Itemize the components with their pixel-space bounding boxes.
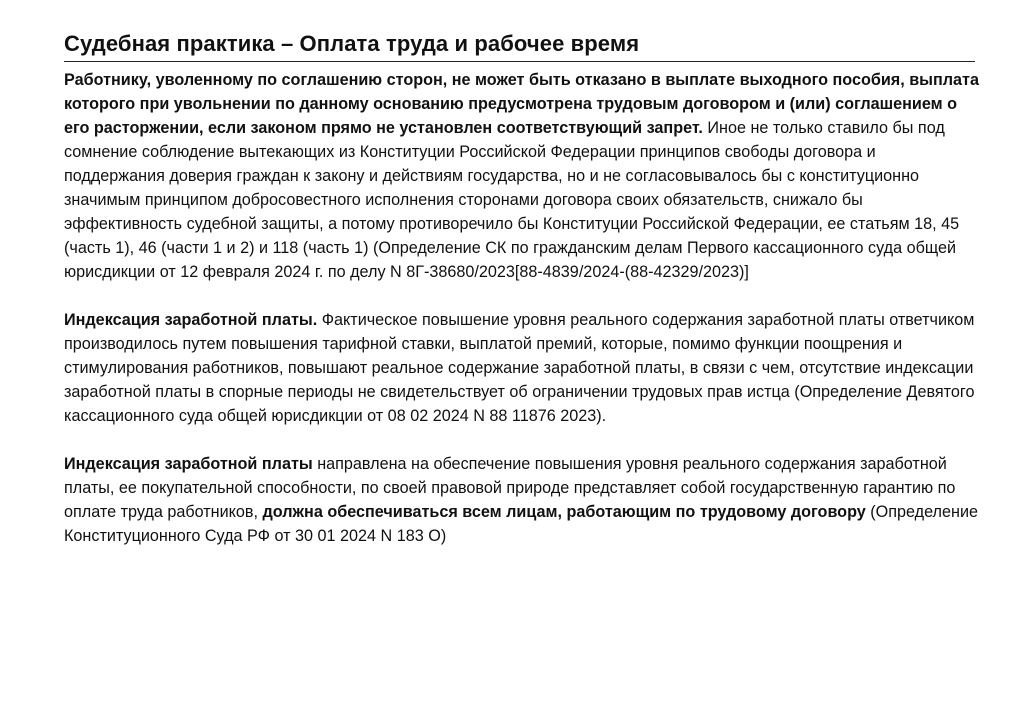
paragraph-salary-indexation-2-lead: Индексация заработной платы — [64, 455, 313, 473]
title-divider — [64, 61, 975, 62]
paragraph-salary-indexation-2-emphasis: должна обеспечиваться всем лицам, работающим по трудовому договору — [262, 503, 866, 521]
paragraph-severance-pay-text: Иное не только ставило бы под сомнение соблюдение вытекающих из Конституции Российской Федерации принципов свободы договора и поддержания доверия граждан к закону и действиям государства, но и не согласовывалось бы с конституционно значимым принципом добросовестного исполнения сторонами договора своих обязательств, снижало бы эффективность судебной защиты, а потому противоречило бы Конституции Российской Федерации, ее статьям 18, 45 (часть 1), 46 (части 1 и 2) и 118 (часть 1) (Определение СК по гражданским делам Первого кассационного суда общей юрисдикции от 12 февраля 2024 г. по делу N 8Г-38680/2023[88-4839/2024-(88-42329/2023)] — [64, 119, 960, 281]
paragraph-salary-indexation-1-continuation: производилось путем повышения тарифной ставки, выплатой премий, которые, помимо функции поощрения и стимулирования работников, повышают реальное содержание заработной платы, в связи с чем, отсутствие индексации заработной платы в спорные периоды не свидетельствует об ограничении трудовых прав истца (Определение Девятого кассационного суда общей юрисдикции от 08 02 2024 N 88 11876 2023). — [64, 335, 975, 425]
paragraph-salary-indexation-2 — [64, 452, 979, 548]
paragraph-salary-indexation-1-lead: Индексация заработной платы. — [64, 311, 318, 329]
paragraph-salary-indexation-2-text: направлена на обеспечение повышения уровня реального содержания заработной платы, ее покупательной способности, по своей правовой природе представляет собой государственную гарантию по оплате труда работников, — [64, 455, 956, 521]
paragraph-severance-pay-lead: Работнику, уволенному по соглашению сторон, не может быть отказано в выплате выходного пособия, выплата которого при увольнении по данному основанию предусмотрена трудовым договором и (или) соглашением о его расторжении, если законом прямо не установлен соответствующий запрет. — [64, 71, 979, 137]
document-body — [64, 68, 979, 548]
paragraph-severance-pay — [64, 68, 979, 284]
paragraph-salary-indexation-1 — [64, 308, 979, 428]
paragraph-salary-indexation-1-text: Фактическое повышение уровня реального содержания заработной платы ответчиком — [317, 311, 975, 329]
page-title: Судебная практика – Оплата труда и рабочее время — [64, 31, 640, 56]
paragraph-salary-indexation-2-citation: (Определение Конституционного Суда РФ от 30 01 2024 N 183 О) — [64, 503, 978, 545]
